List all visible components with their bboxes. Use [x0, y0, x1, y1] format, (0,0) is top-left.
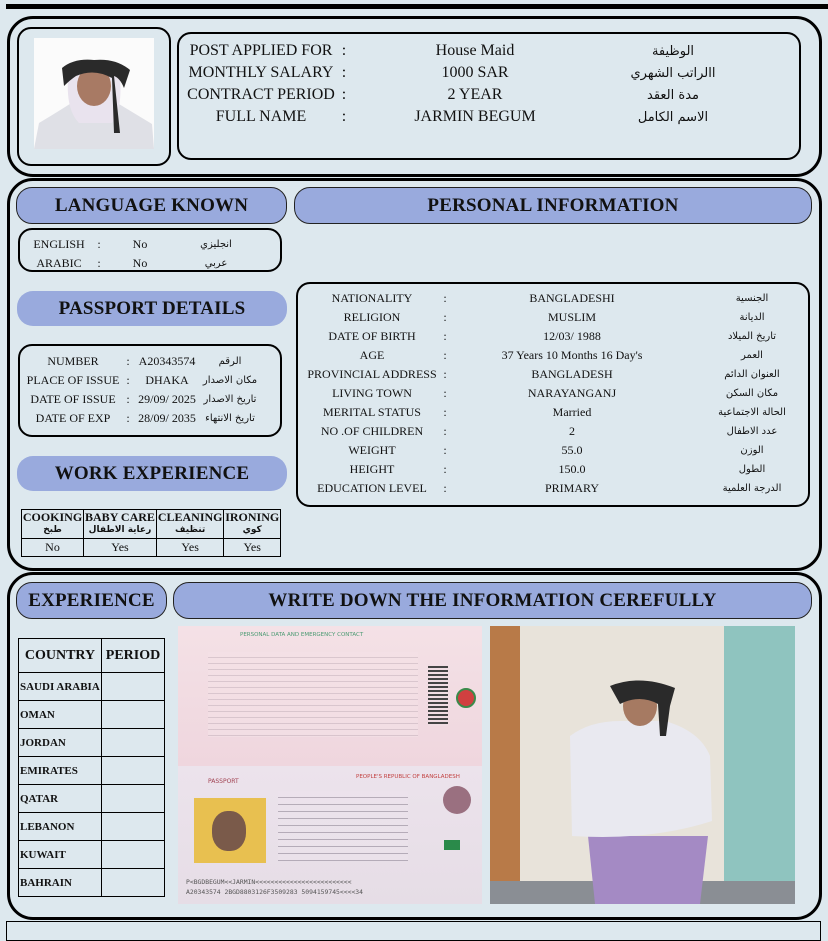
language-field-arabic-label: عربي: [204, 258, 228, 269]
language-field-label: ENGLISH: [33, 237, 85, 251]
passport-field-row: [24, 409, 260, 428]
portrait-photo-icon: [34, 38, 154, 149]
experience-country: SAUDI ARABIA: [19, 673, 102, 701]
header-field-arabic-label: االراتب الشهري: [630, 65, 716, 81]
header-field-separator: :: [341, 64, 347, 81]
experience-country: EMIRATES: [19, 757, 102, 785]
work-skill-arabic: كوي: [242, 525, 262, 535]
experience-row: [19, 729, 165, 757]
experience-period[interactable]: [102, 701, 165, 729]
personal-field-separator: :: [443, 329, 447, 343]
personal-field-arabic-label: العمر: [741, 350, 763, 361]
language-field-row: [24, 254, 256, 273]
header-field-arabic-label: مدة العقد: [647, 87, 699, 103]
personal-field-label: PROVINCIAL ADDRESS: [307, 367, 437, 381]
personal-field-separator: :: [443, 481, 447, 495]
personal-field-label: NATIONALITY: [331, 291, 413, 305]
passport-mrz-line-1: P<BGDBEGUM<<JARMIN<<<<<<<<<<<<<<<<<<<<<<<<<: [186, 878, 352, 886]
personal-field-row: [306, 289, 812, 308]
language-field-value: No: [132, 237, 148, 251]
notice-header: [173, 582, 812, 619]
work-experience-header: [17, 456, 287, 491]
experience-row: [19, 813, 165, 841]
header-field-separator: :: [341, 42, 347, 59]
experience-period[interactable]: [102, 757, 165, 785]
work-skill-header: [156, 510, 224, 539]
experience-row: [19, 673, 165, 701]
personal-field-label: NO .OF CHILDREN: [320, 424, 424, 438]
personal-field-label: HEIGHT: [349, 462, 395, 476]
experience-country: BAHRAIN: [19, 869, 102, 897]
personal-field-value: PRIMARY: [544, 481, 600, 495]
passport-field-arabic-label: مكان الاصدار: [202, 375, 258, 386]
personal-field-separator: :: [443, 291, 447, 305]
personal-field-value: BANGLADESH: [531, 367, 613, 381]
passport-details-title: PASSPORT DETAILS: [58, 297, 246, 319]
passport-field-value: A20343574: [138, 354, 196, 368]
work-skill-value: Yes: [224, 539, 281, 557]
header-field-arabic-label: الوظيفة: [651, 43, 695, 59]
experience-country: QATAR: [19, 785, 102, 813]
work-skill-header: [22, 510, 84, 539]
passport-details-header: [17, 291, 287, 326]
experience-country: KUWAIT: [19, 841, 102, 869]
personal-info-title: PERSONAL INFORMATION: [427, 194, 679, 216]
passport-field-separator: :: [126, 392, 130, 406]
experience-row: [19, 701, 165, 729]
experience-country: JORDAN: [19, 729, 102, 757]
experience-table: [18, 638, 165, 897]
work-skill-header: [224, 510, 281, 539]
experience-row: [19, 757, 165, 785]
passport-field-row: [24, 371, 260, 390]
experience-period[interactable]: [102, 729, 165, 757]
personal-field-row: [306, 327, 812, 346]
personal-field-label: RELIGION: [343, 310, 401, 324]
passport-field-separator: :: [126, 354, 130, 368]
passport-field-row: [24, 352, 260, 371]
passport-field-separator: :: [126, 373, 130, 387]
personal-field-arabic-label: الحالة الاجتماعية: [718, 407, 786, 418]
language-field-row: [24, 235, 256, 254]
language-field-separator: :: [97, 237, 101, 251]
header-field-row: [186, 40, 748, 62]
work-skill-name: BABY CARE: [85, 510, 155, 524]
work-skill-value: No: [22, 539, 84, 557]
personal-field-arabic-label: مكان السكن: [725, 388, 779, 399]
personal-field-separator: :: [443, 405, 447, 419]
experience-period[interactable]: [102, 673, 165, 701]
personal-field-row: [306, 403, 812, 422]
personal-field-label: AGE: [359, 348, 385, 362]
personal-field-label: MERITAL STATUS: [323, 405, 421, 419]
experience-country: LEBANON: [19, 813, 102, 841]
personal-field-separator: :: [443, 386, 447, 400]
passport-field-row: [24, 390, 260, 409]
header-field-label: FULL NAME: [215, 108, 307, 125]
header-field-arabic-label: الاسم الكامل: [637, 109, 709, 125]
personal-field-separator: :: [443, 367, 447, 381]
personal-field-arabic-label: الجنسية: [735, 293, 769, 304]
header-field-value: House Maid: [435, 42, 515, 59]
country-column-header: COUNTRY: [19, 639, 102, 673]
language-field-arabic-label: انجليزي: [200, 239, 232, 250]
experience-header: [16, 582, 167, 619]
header-field-value: 1000 SAR: [441, 64, 509, 81]
personal-field-label: LIVING TOWN: [332, 386, 412, 400]
personal-field-value: 55.0: [561, 443, 583, 457]
personal-field-value: MUSLIM: [547, 310, 596, 324]
footer-box: [6, 921, 821, 941]
language-known-title: LANGUAGE KNOWN: [54, 194, 249, 216]
work-skill-name: IRONING: [225, 510, 280, 524]
passport-field-label: PLACE OF ISSUE: [26, 373, 120, 387]
personal-field-value: 12/03/ 1988: [543, 329, 601, 343]
personal-field-row: [306, 365, 812, 384]
personal-field-arabic-label: الديانة: [739, 312, 765, 323]
passport-bottom-heading: PEOPLE'S REPUBLIC OF BANGLADESH: [356, 774, 460, 780]
personal-field-value: Married: [552, 405, 592, 419]
header-field-row: [186, 84, 748, 106]
personal-field-arabic-label: تاريخ الميلاد: [727, 331, 777, 342]
language-field-value: No: [132, 256, 148, 270]
work-skill-name: CLEANING: [157, 510, 223, 524]
experience-period[interactable]: [102, 869, 165, 897]
personal-field-separator: :: [443, 310, 447, 324]
experience-row: [19, 841, 165, 869]
personal-field-value: NARAYANGANJ: [527, 386, 617, 400]
passport-field-arabic-label: تاريخ الاصدار: [203, 394, 257, 405]
personal-field-value: 37 Years 10 Months 16 Day's: [501, 348, 643, 362]
header-field-label: MONTHLY SALARY: [188, 64, 334, 81]
passport-field-value: 29/09/ 2025: [138, 392, 196, 406]
experience-period[interactable]: [102, 785, 165, 813]
personal-field-row: [306, 460, 812, 479]
work-skill-value: Yes: [156, 539, 224, 557]
personal-field-arabic-label: العنوان الدائم: [724, 369, 780, 380]
portrait-photo: [34, 38, 154, 149]
personal-field-separator: :: [443, 443, 447, 457]
header-field-separator: :: [341, 108, 347, 125]
language-field-separator: :: [97, 256, 101, 270]
work-experience-table: [21, 509, 281, 557]
work-experience-title: WORK EXPERIENCE: [54, 462, 250, 484]
language-known-header: [16, 187, 287, 224]
personal-field-separator: :: [443, 424, 447, 438]
header-field-row: [186, 62, 748, 84]
passport-top-heading: PERSONAL DATA AND EMERGENCY CONTACT: [240, 632, 364, 638]
personal-field-arabic-label: الطول: [738, 464, 766, 475]
personal-field-value: BANGLADESHI: [529, 291, 615, 305]
personal-field-row: [306, 308, 812, 327]
passport-field-label: NUMBER: [47, 354, 99, 368]
personal-field-separator: :: [443, 348, 447, 362]
notice-title: WRITE DOWN THE INFORMATION CEREFULLY: [268, 589, 717, 611]
experience-row: [19, 869, 165, 897]
experience-period[interactable]: [102, 841, 165, 869]
work-skill-arabic: رعاية الاطفال: [88, 525, 152, 535]
full-body-photo: [490, 626, 795, 904]
passport-field-value: DHAKA: [145, 373, 189, 387]
passport-field-value: 28/09/ 2035: [138, 411, 196, 425]
personal-field-row: [306, 422, 812, 441]
personal-info-header: [294, 187, 812, 224]
passport-scan-image: [178, 626, 482, 904]
passport-field-label: DATE OF ISSUE: [30, 392, 116, 406]
personal-field-row: [306, 384, 812, 403]
period-column-header: PERIOD: [102, 639, 165, 673]
passport-mrz-line-2: A20343574 2BGD8803126F3509283 5094159745<<<<34: [186, 888, 363, 896]
header-field-label: CONTRACT PERIOD: [187, 86, 335, 103]
personal-field-label: DATE OF BIRTH: [328, 329, 416, 343]
experience-row: [19, 785, 165, 813]
full-body-photo-icon: [490, 626, 795, 904]
personal-field-separator: :: [443, 462, 447, 476]
personal-field-arabic-label: عدد الاطفال: [726, 426, 778, 437]
work-skill-arabic: تنظيف: [175, 525, 206, 535]
top-rule: [6, 4, 828, 9]
experience-country: OMAN: [19, 701, 102, 729]
work-skill-name: COOKING: [22, 510, 83, 524]
personal-field-value: 150.0: [558, 462, 586, 476]
work-skill-value: Yes: [84, 539, 157, 557]
header-field-value: 2 YEAR: [447, 86, 503, 103]
experience-title: EXPERIENCE: [28, 589, 155, 611]
passport-field-separator: :: [126, 411, 130, 425]
personal-field-row: [306, 441, 812, 460]
header-field-row: [186, 106, 748, 128]
experience-period[interactable]: [102, 813, 165, 841]
personal-field-label: EDUCATION LEVEL: [317, 481, 427, 495]
passport-label: PASSPORT: [208, 778, 239, 785]
passport-field-arabic-label: الرقم: [218, 356, 242, 367]
personal-field-arabic-label: الوزن: [740, 445, 764, 456]
work-skill-arabic: طبخ: [43, 525, 62, 535]
header-field-separator: :: [341, 86, 347, 103]
language-field-label: ARABIC: [36, 256, 82, 270]
personal-field-value: 2: [569, 424, 575, 438]
header-field-label: POST APPLIED FOR: [189, 42, 333, 59]
passport-field-label: DATE OF EXP: [35, 411, 111, 425]
personal-field-arabic-label: الدرجة العلمية: [722, 483, 782, 494]
personal-field-label: WEIGHT: [348, 443, 396, 457]
personal-field-row: [306, 346, 812, 365]
work-skill-header: [84, 510, 157, 539]
header-field-value: JARMIN BEGUM: [414, 108, 536, 125]
passport-field-arabic-label: تاريخ الانتهاء: [205, 413, 255, 424]
personal-field-row: [306, 479, 812, 498]
